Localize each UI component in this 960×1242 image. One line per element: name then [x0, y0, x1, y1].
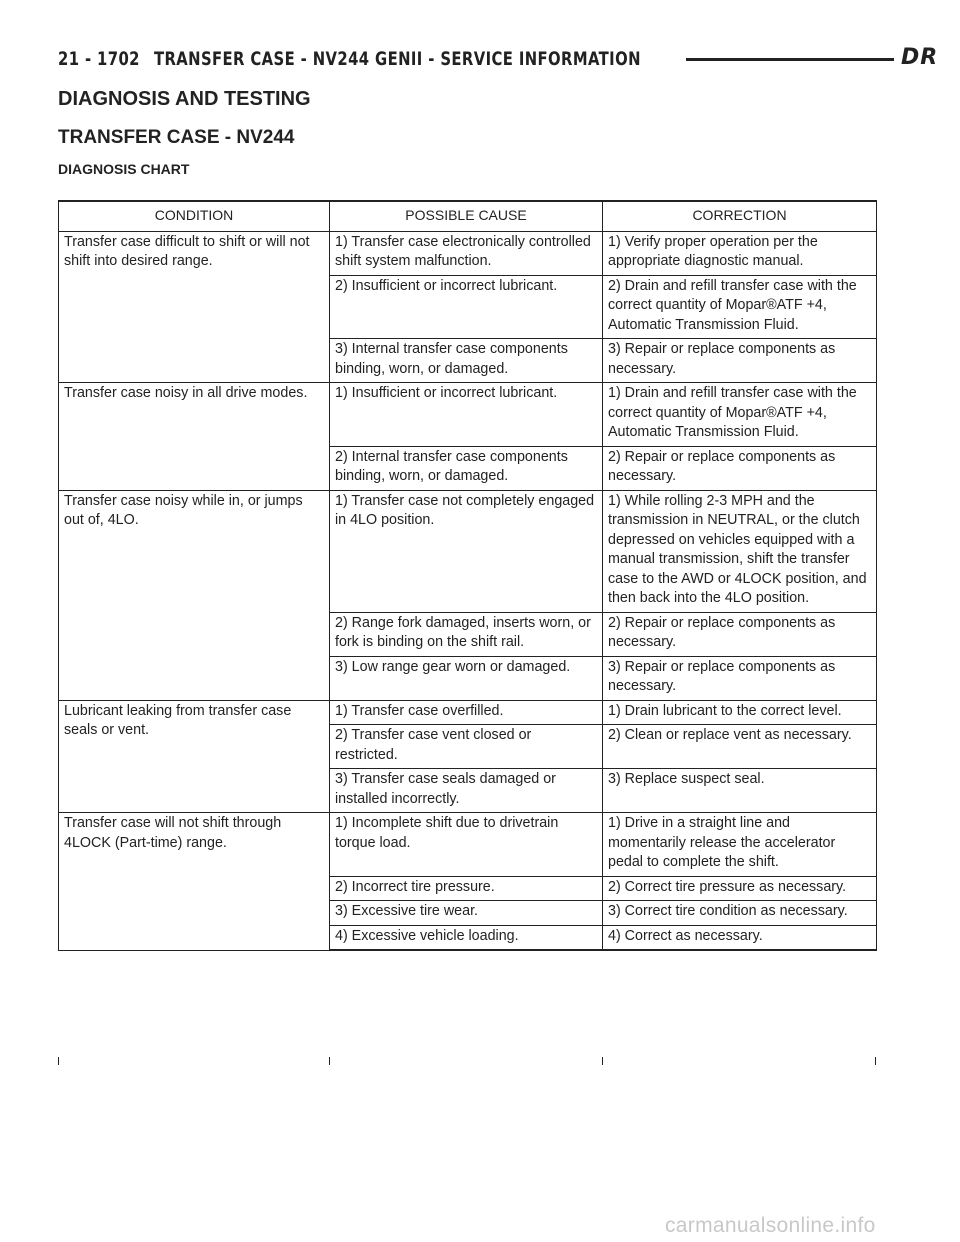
possible-cause-cell: 3) Transfer case seals damaged or installed incorrectly.	[330, 769, 603, 813]
condition-cell: Transfer case noisy in all drive modes.	[59, 383, 330, 491]
correction-cell: 3) Repair or replace components as necessary.	[603, 656, 877, 700]
table-row	[59, 231, 877, 275]
correction-cell: 3) Repair or replace components as necessary.	[603, 339, 877, 383]
correction-cell: 1) Verify proper operation per the appropriate diagnostic manual.	[603, 231, 877, 275]
correction-cell: 2) Clean or replace vent as necessary.	[603, 725, 877, 769]
possible-cause-cell: 2) Transfer case vent closed or restricted.	[330, 725, 603, 769]
table-bottom-tick	[875, 1057, 876, 1065]
possible-cause-cell: 2) Internal transfer case components binding, worn, or damaged.	[330, 446, 603, 490]
possible-cause-cell: 1) Incomplete shift due to drivetrain torque load.	[330, 813, 603, 877]
correction-cell: 1) Drain and refill transfer case with the correct quantity of Mopar®ATF +4, Automatic Transmission Fluid.	[603, 383, 877, 447]
correction-cell: 3) Correct tire condition as necessary.	[603, 901, 877, 926]
possible-cause-cell: 1) Transfer case overfilled.	[330, 700, 603, 725]
correction-cell: 1) Drive in a straight line and momentarily release the accelerator pedal to complete the shift.	[603, 813, 877, 877]
correction-cell: 1) While rolling 2-3 MPH and the transmission in NEUTRAL, or the clutch depressed on vehicles equipped with a manual transmission, shift the transfer case to the AWD or 4LOCK position, and then back into the 4LO position.	[603, 490, 877, 612]
correction-cell: 2) Repair or replace components as necessary.	[603, 612, 877, 656]
possible-cause-cell: 1) Transfer case electronically controlled shift system malfunction.	[330, 231, 603, 275]
table-row	[59, 813, 877, 877]
possible-cause-cell: 1) Insufficient or incorrect lubricant.	[330, 383, 603, 447]
diagnosis-table	[58, 200, 877, 951]
column-header-possible-cause: POSSIBLE CAUSE	[330, 201, 603, 231]
table-bottom-tick	[58, 1057, 59, 1065]
condition-cell: Transfer case difficult to shift or will not shift into desired range.	[59, 231, 330, 383]
correction-cell: 3) Replace suspect seal.	[603, 769, 877, 813]
subsection-title: TRANSFER CASE - NV244	[58, 127, 295, 148]
possible-cause-cell: 2) Insufficient or incorrect lubricant.	[330, 275, 603, 339]
table-bottom-tick	[329, 1057, 330, 1065]
section-title: DIAGNOSIS AND TESTING	[58, 88, 311, 110]
page-header	[58, 42, 939, 76]
correction-cell: 2) Correct tire pressure as necessary.	[603, 876, 877, 901]
correction-cell: 2) Repair or replace components as necessary.	[603, 446, 877, 490]
page-number: 21 - 1702	[58, 48, 140, 70]
table-body	[59, 231, 877, 950]
possible-cause-cell: 3) Internal transfer case components binding, worn, or damaged.	[330, 339, 603, 383]
header-rule	[686, 58, 894, 61]
possible-cause-cell: 2) Incorrect tire pressure.	[330, 876, 603, 901]
table-row	[59, 383, 877, 447]
correction-cell: 2) Drain and refill transfer case with the correct quantity of Mopar®ATF +4, Automatic Transmission Fluid.	[603, 275, 877, 339]
condition-cell: Lubricant leaking from transfer case seals or vent.	[59, 700, 330, 813]
condition-cell: Transfer case noisy while in, or jumps out of, 4LO.	[59, 490, 330, 700]
correction-cell: 4) Correct as necessary.	[603, 925, 877, 950]
possible-cause-cell: 3) Low range gear worn or damaged.	[330, 656, 603, 700]
model-code: DR	[901, 45, 939, 70]
table-header-row	[59, 201, 877, 231]
column-header-condition: CONDITION	[59, 201, 330, 231]
correction-cell: 1) Drain lubricant to the correct level.	[603, 700, 877, 725]
running-title: TRANSFER CASE - NV244 GENII - SERVICE INFORMATION	[154, 48, 641, 70]
possible-cause-cell: 3) Excessive tire wear.	[330, 901, 603, 926]
possible-cause-cell: 4) Excessive vehicle loading.	[330, 925, 603, 950]
chart-title: DIAGNOSIS CHART	[58, 161, 190, 177]
column-header-correction: CORRECTION	[603, 201, 877, 231]
watermark: carmanualsonline.info	[665, 1214, 876, 1237]
table-row	[59, 700, 877, 725]
condition-cell: Transfer case will not shift through 4LOCK (Part-time) range.	[59, 813, 330, 951]
table-row	[59, 490, 877, 612]
possible-cause-cell: 1) Transfer case not completely engaged in 4LO position.	[330, 490, 603, 612]
possible-cause-cell: 2) Range fork damaged, inserts worn, or fork is binding on the shift rail.	[330, 612, 603, 656]
table-bottom-tick	[602, 1057, 603, 1065]
